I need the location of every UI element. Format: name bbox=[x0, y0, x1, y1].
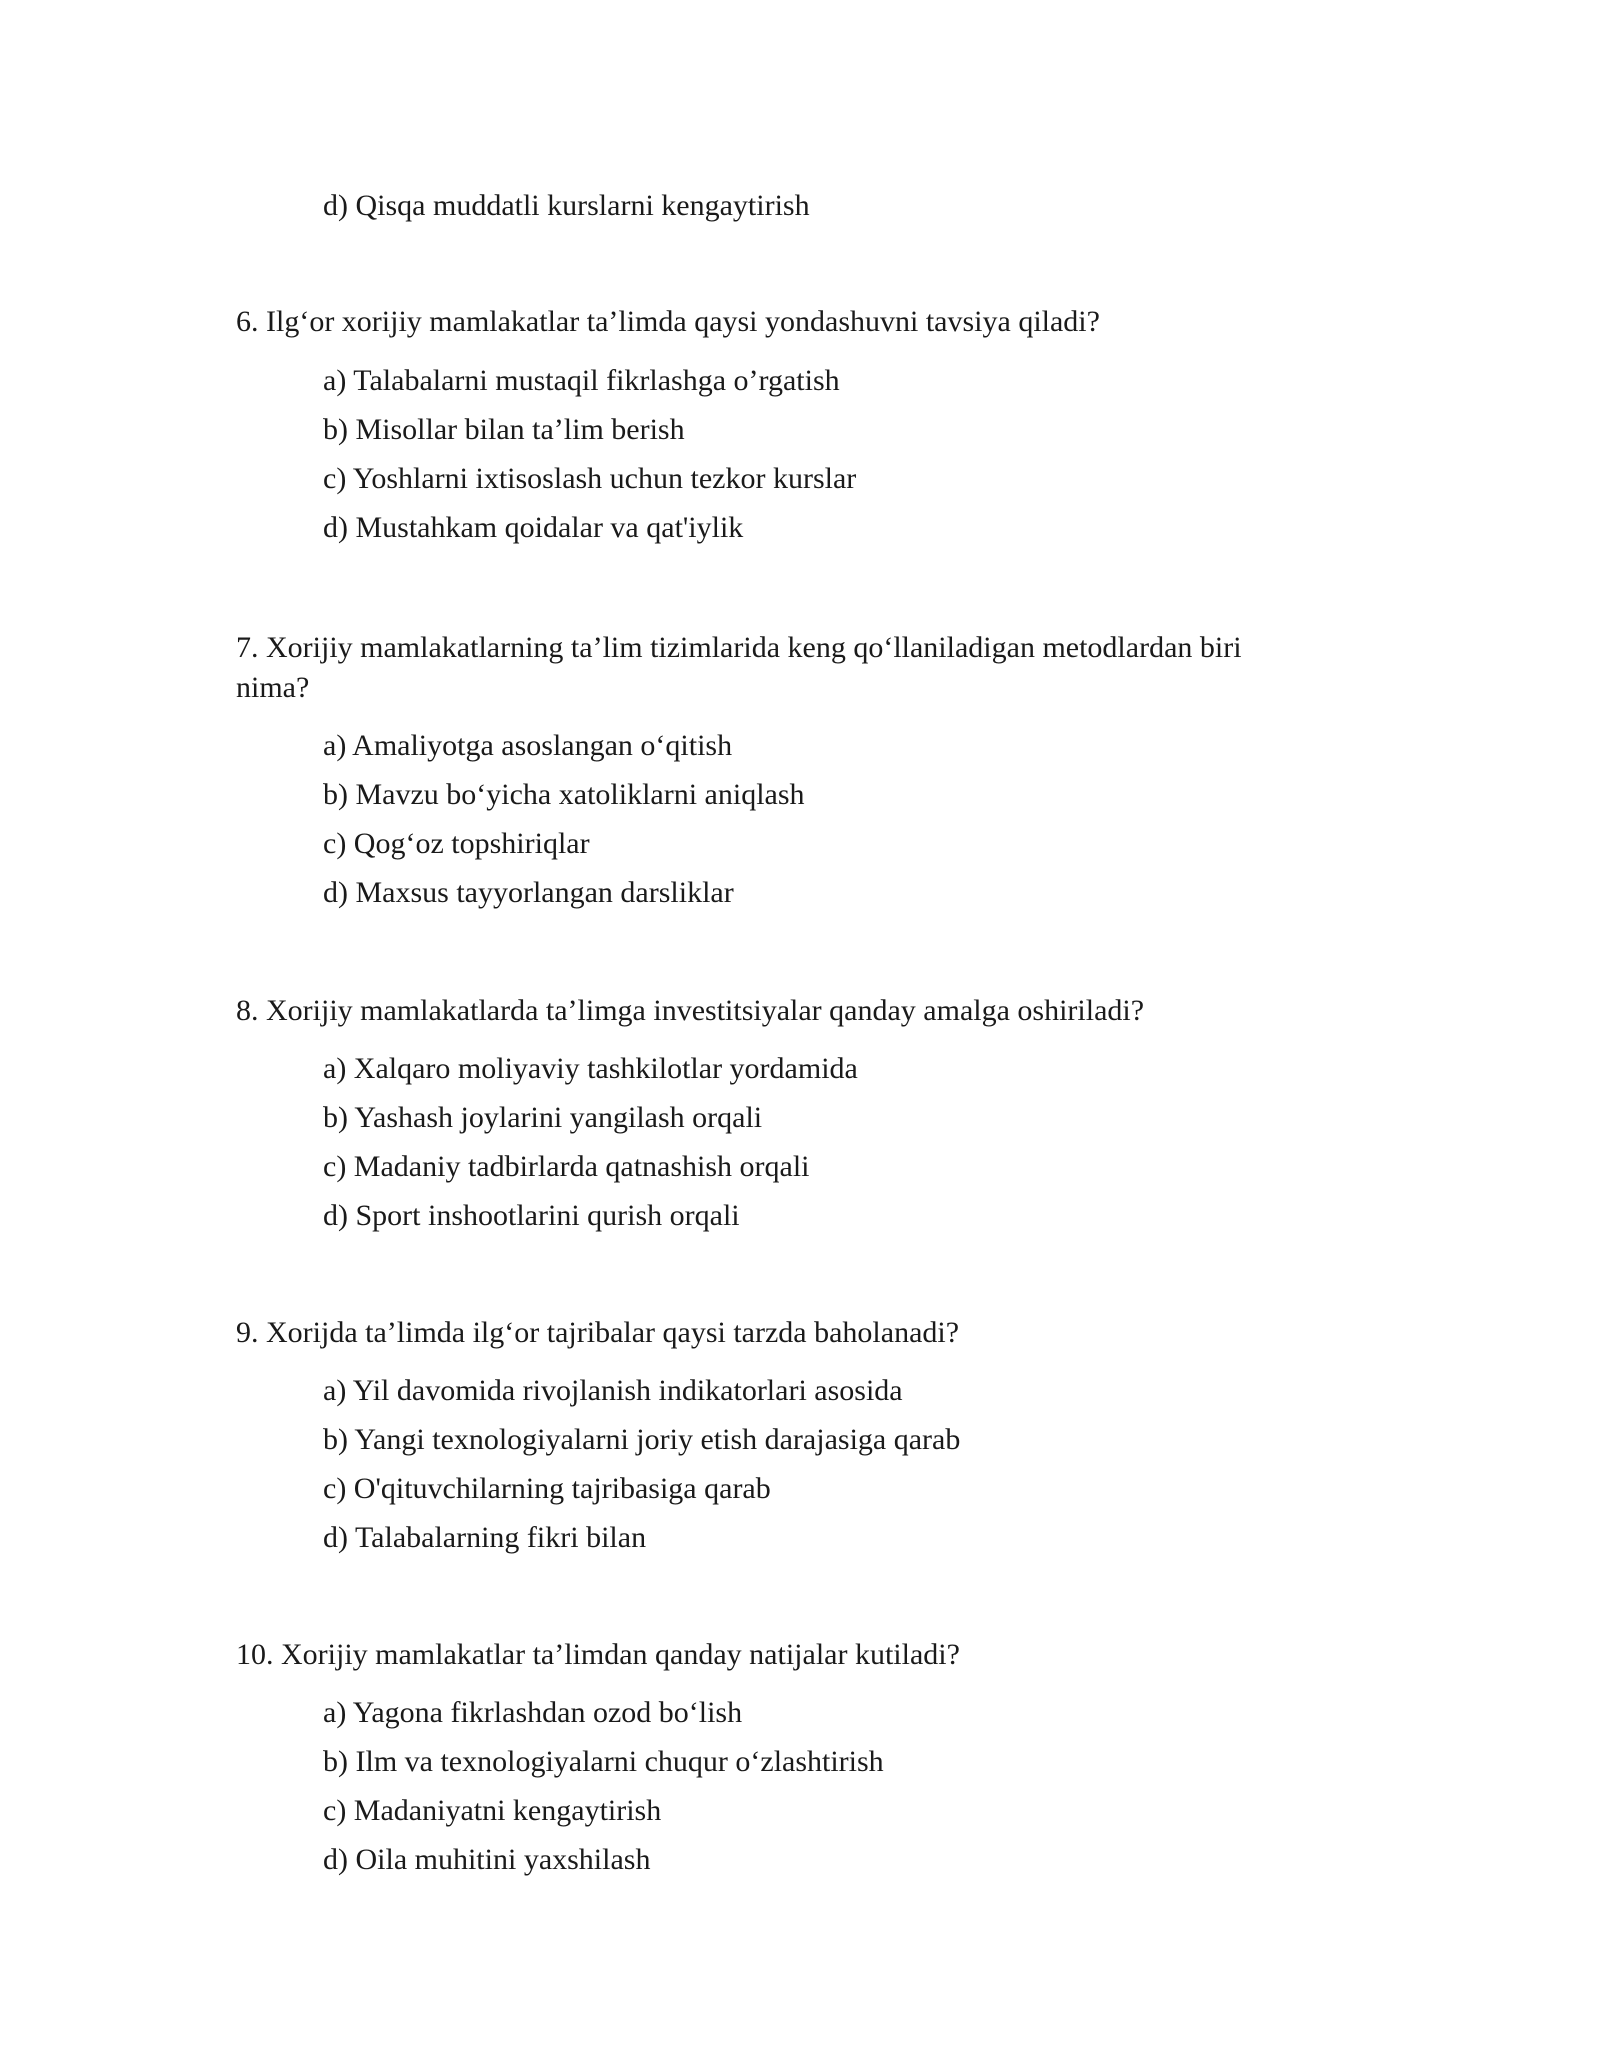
option-8-a: a) Xalqaro moliyaviy tashkilotlar yordamida bbox=[323, 1052, 858, 1085]
option-9-d: d) Talabalarning fikri bilan bbox=[323, 1521, 647, 1554]
option-6-c: c) Yoshlarni ixtisoslash uchun tezkor kurslar bbox=[323, 462, 857, 495]
option-6-b: b) Misollar bilan ta’lim berish bbox=[323, 413, 685, 446]
option-9-b: b) Yangi texnologiyalarni joriy etish darajasiga qarab bbox=[323, 1423, 961, 1456]
option-8-c: c) Madaniy tadbirlarda qatnashish orqali bbox=[323, 1150, 810, 1183]
question-6-text: 6. Ilg‘or xorijiy mamlakatlar ta’limda qaysi yondashuvni tavsiya qiladi? bbox=[236, 305, 1100, 338]
option-8-b: b) Yashash joylarini yangilash orqali bbox=[323, 1101, 763, 1134]
option-6-d: d) Mustahkam qoidalar va qat'iylik bbox=[323, 511, 744, 544]
option-9-a: a) Yil davomida rivojlanish indikatorlari asosida bbox=[323, 1374, 903, 1407]
option-10-c: c) Madaniyatni kengaytirish bbox=[323, 1794, 662, 1827]
question-8-text: 8. Xorijiy mamlakatlarda ta’limga investitsiyalar qanday amalga oshiriladi? bbox=[236, 994, 1145, 1027]
option-8-d: d) Sport inshootlarini qurish orqali bbox=[323, 1199, 740, 1232]
option-6-a: a) Talabalarni mustaqil fikrlashga o’rgatish bbox=[323, 364, 840, 397]
question-10-text: 10. Xorijiy mamlakatlar ta’limdan qanday natijalar kutiladi? bbox=[236, 1638, 960, 1671]
question-7-text-line-1: 7. Xorijiy mamlakatlarning ta’lim tizimlarida keng qo‘llaniladigan metodlardan biri bbox=[236, 631, 1242, 664]
option-9-c: c) O'qituvchilarning tajribasiga qarab bbox=[323, 1472, 771, 1505]
question-7-text-line-2: nima? bbox=[236, 671, 310, 704]
option-10-a: a) Yagona fikrlashdan ozod bo‘lish bbox=[323, 1696, 743, 1729]
option-7-b: b) Mavzu bo‘yicha xatoliklarni aniqlash bbox=[323, 778, 805, 811]
question-9-text: 9. Xorijda ta’limda ilg‘or tajribalar qaysi tarzda baholanadi? bbox=[236, 1316, 960, 1349]
option-7-a: a) Amaliyotga asoslangan o‘qitish bbox=[323, 729, 733, 762]
option-10-b: b) Ilm va texnologiyalarni chuqur o‘zlashtirish bbox=[323, 1745, 884, 1778]
option-10-d: d) Oila muhitini yaxshilash bbox=[323, 1843, 651, 1876]
option-5-d: d) Qisqa muddatli kurslarni kengaytirish bbox=[323, 189, 810, 222]
option-7-d: d) Maxsus tayyorlangan darsliklar bbox=[323, 876, 734, 909]
option-7-c: c) Qog‘oz topshiriqlar bbox=[323, 827, 590, 860]
